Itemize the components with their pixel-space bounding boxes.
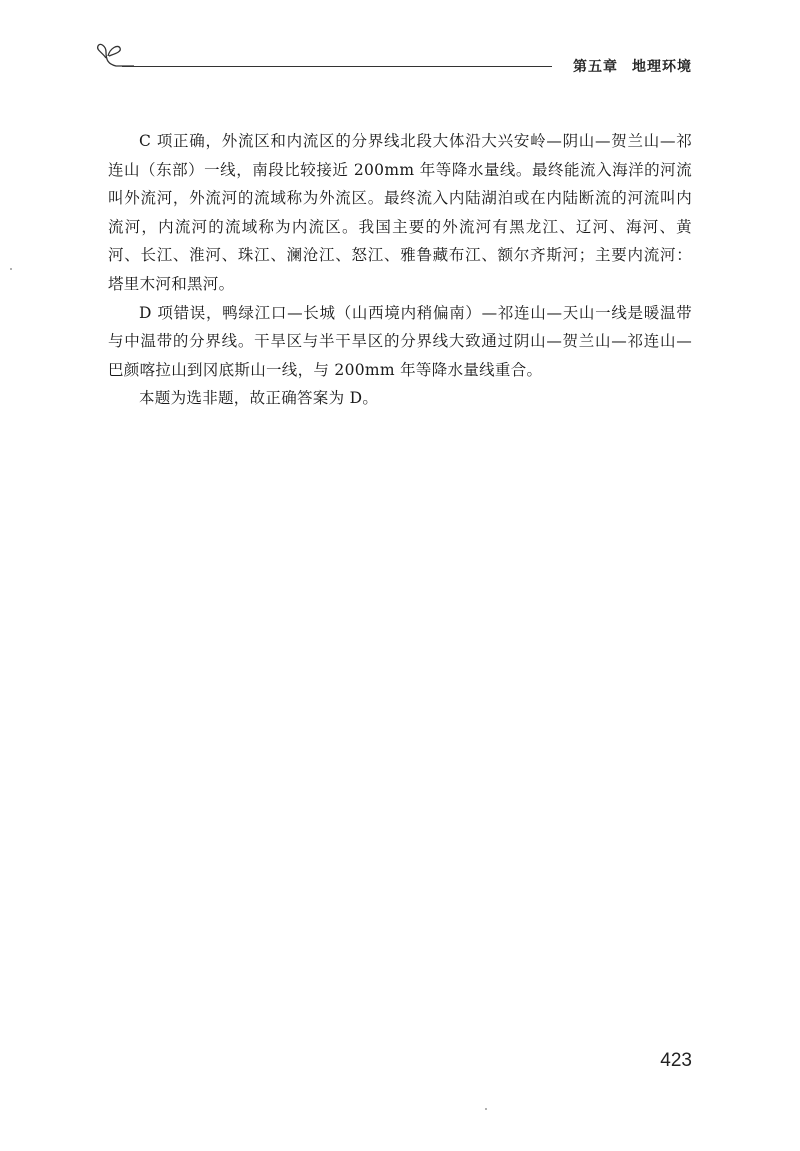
paragraph-conclusion: 本题为选非题，故正确答案为 D。 (139, 389, 379, 408)
page-header (0, 0, 800, 90)
paragraph-option-d: D 项错误，鸭绿江口—长城（山西境内稍偏南）—祁连山—天山一线是暖温带与中温带的分界线。干旱区与半干旱区的分界线大致通过阴山—贺兰山—祁连山—巴颜喀拉山到冈底斯山一线，与 200mm 年等降水量线重合。 (108, 303, 692, 379)
scan-speck (10, 268, 12, 270)
page-number: 423 (660, 1050, 692, 1071)
header-rule (122, 66, 552, 67)
chapter-title: 地理环境 (632, 59, 692, 75)
chapter-label: 第五章 (573, 59, 618, 75)
running-header (573, 56, 692, 76)
paragraph-option-c: C 项正确，外流区和内流区的分界线北段大体沿大兴安岭—阴山—贺兰山—祁连山（东部）一线，南段比较接近 200mm 年等降水量线。最终能流入海洋的河流叫外流河，外流河的流域称为外流区。最终流入内陆湖泊或在内陆断流的河流叫内流河，内流河的流域称为内流区。我国主要的外流河有黑龙江、辽河、海河、黄河、长江、淮河、珠江、澜沧江、怒江、雅鲁藏布江、额尔齐斯河；主要内流河：塔里木河和黑河。 (108, 132, 692, 293)
scan-speck (485, 1108, 487, 1110)
body-text (108, 127, 692, 413)
